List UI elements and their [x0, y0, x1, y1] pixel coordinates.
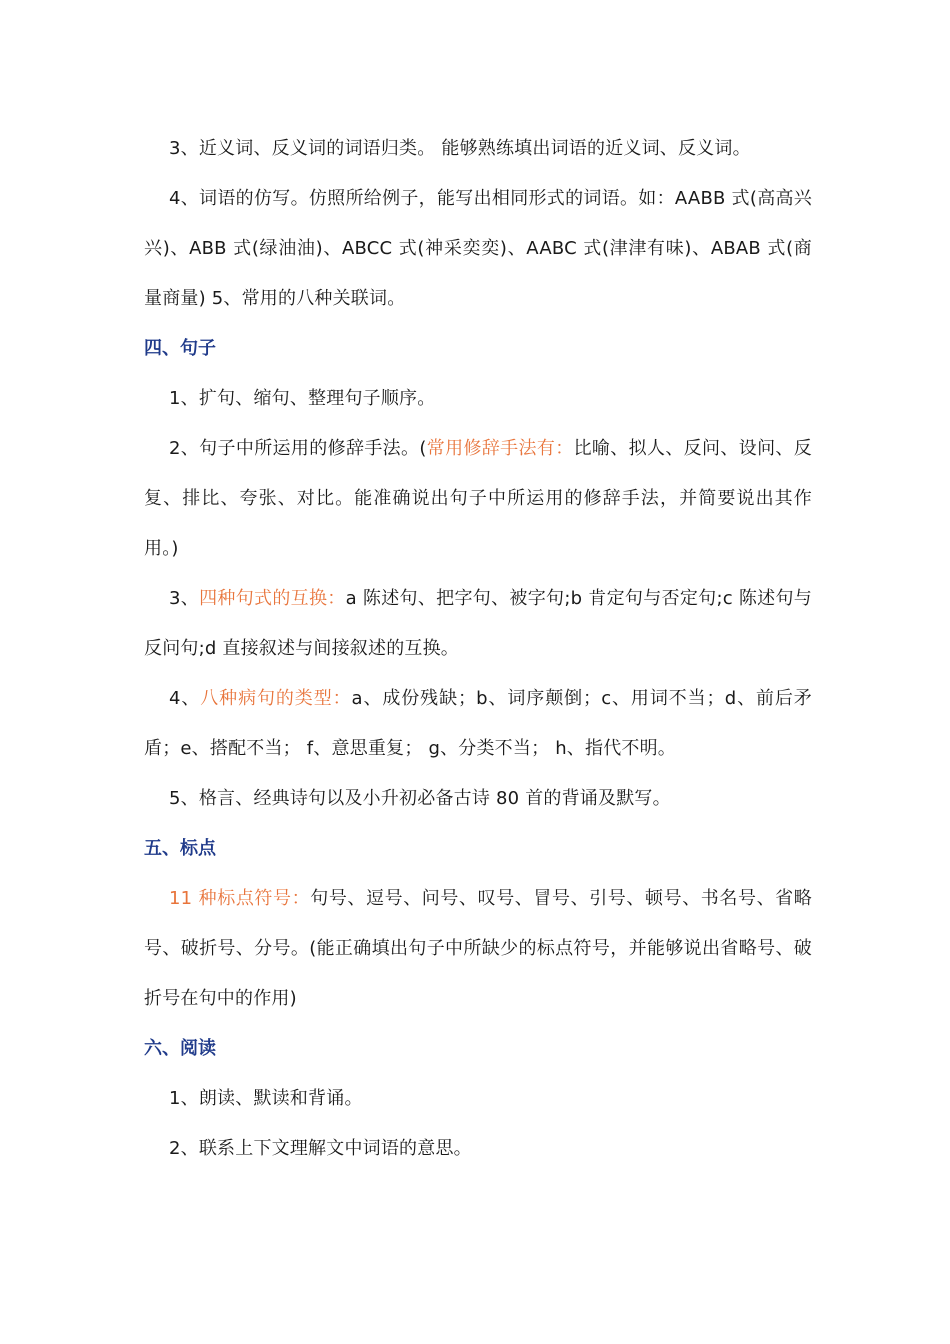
item-text: 2、句子中所运用的修辞手法。(	[169, 438, 427, 459]
paragraph-synonyms: 3、近义词、反义词的词语归类。 能够熟练填出词语的近义词、反义词。	[169, 138, 751, 159]
section-heading-punctuation: 五、标点	[144, 838, 216, 859]
highlight-faulty-label: 八种病句的类型：	[200, 688, 352, 709]
list-item-punctuation	[144, 874, 812, 1024]
item-text: a 陈述句、把字句、被字句;b 肯定句与否定句;c 陈述句与反问句;d 直接叙述与间接叙述的互换。	[144, 588, 812, 659]
list-item-sentence-conversion	[144, 574, 812, 674]
list-item-rhetoric	[144, 424, 812, 574]
document-page	[144, 124, 812, 1174]
highlight-punctuation-label: 11 种标点符号：	[169, 888, 311, 909]
item-text: 句号、逗号、问号、叹号、冒号、引号、顿号、书名号、省略号、破折号、分号。(能正确填出句子中所缺少的标点符号，并能够说出省略号、破折号在句中的作用)	[144, 888, 812, 1009]
list-item-context-meaning: 2、联系上下文理解文中词语的意思。	[169, 1138, 472, 1159]
highlight-rhetoric-label: 常用修辞手法有：	[426, 438, 574, 459]
item-text: 比喻、拟人、反问、设问、反复、排比、夸张、对比。能准确说出句子中所运用的修辞手法，并简要说出其作用。)	[144, 438, 812, 559]
list-item-sentence-expansion: 1、扩句、缩句、整理句子顺序。	[169, 388, 436, 409]
item-text: 3、	[169, 588, 200, 609]
section-heading-sentences: 四、句子	[144, 338, 216, 359]
section-heading-reading: 六、阅读	[144, 1038, 216, 1059]
list-item-poems: 5、格言、经典诗句以及小升初必备古诗 80 首的背诵及默写。	[169, 788, 671, 809]
item-text: 4、	[169, 688, 201, 709]
highlight-conversion-label: 四种句式的互换：	[199, 588, 346, 609]
list-item-faulty-sentences	[144, 674, 812, 774]
item-text: a、成份残缺；b、词序颠倒；c、用词不当；d、前后矛盾；e、搭配不当； f、意思重复； g、分类不当； h、指代不明。	[144, 688, 812, 759]
list-item-reading-aloud: 1、朗读、默读和背诵。	[169, 1088, 363, 1109]
paragraph-word-imitation: 4、词语的仿写。仿照所给例子，能写出相同形式的词语。如：AABB 式(高高兴兴)、ABB 式(绿油油)、ABCC 式(神采奕奕)、AABC 式(津津有味)、ABAB 式(商量商量) 5、常用的八种关联词。	[144, 188, 812, 309]
